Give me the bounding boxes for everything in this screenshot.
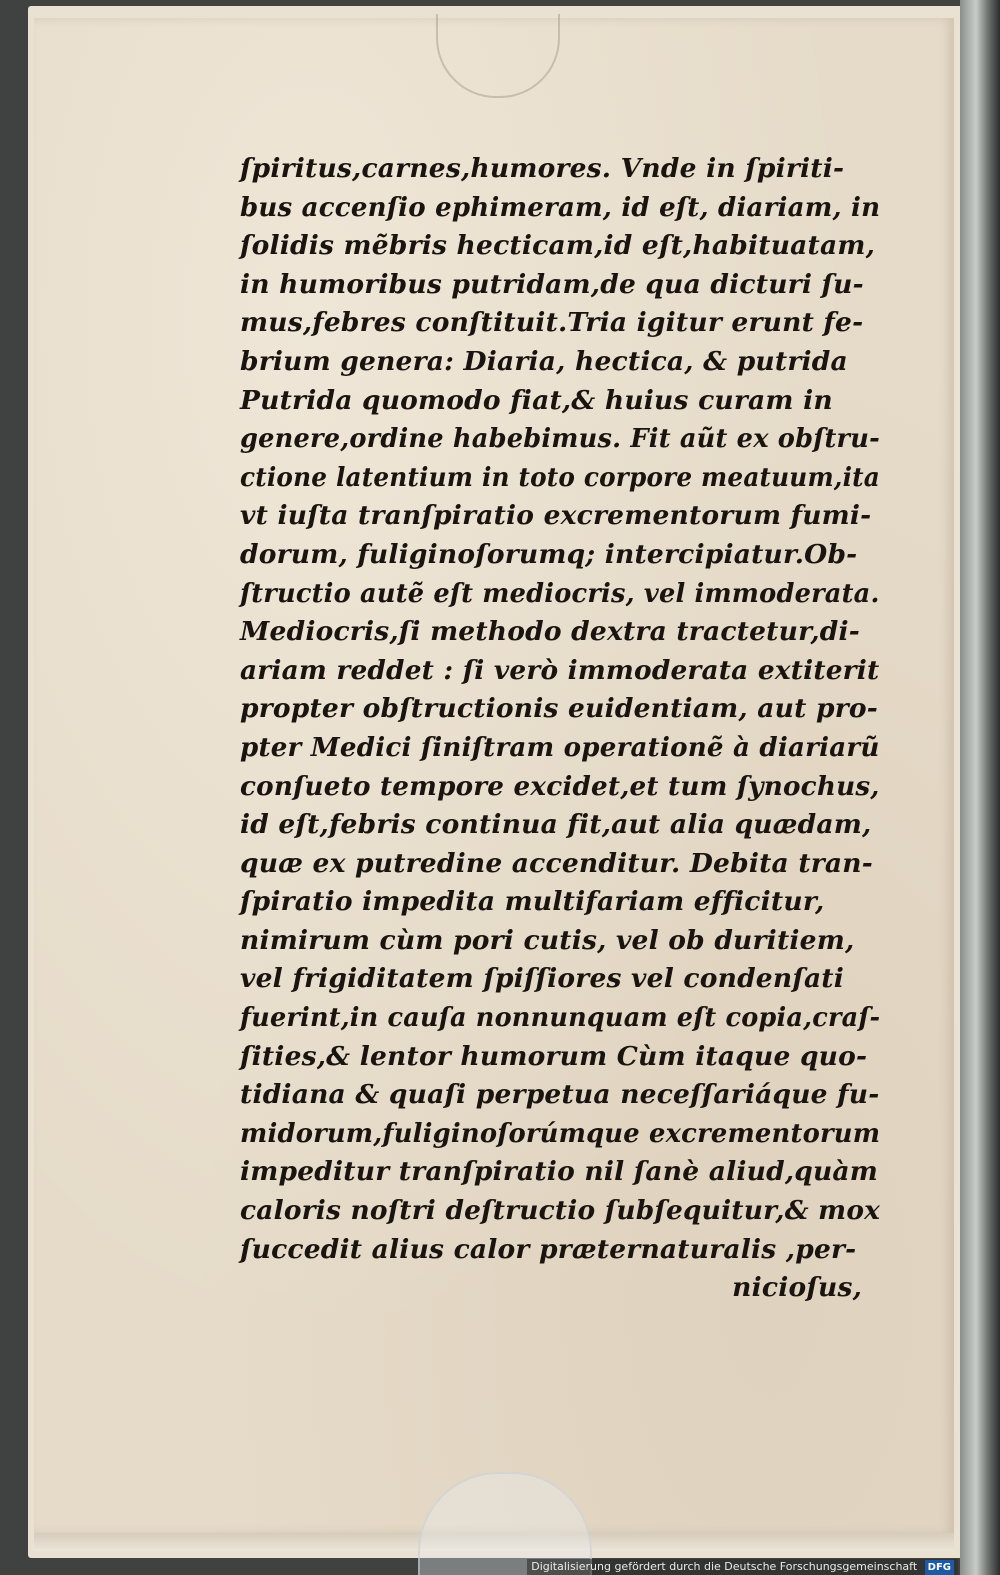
text-line: in humoribus putridam,de qua dicturi ſu- xyxy=(240,268,864,300)
text-line: mus,febres conſtituit.Tria igitur erunt fe- xyxy=(240,307,864,339)
dfg-logo: DFG xyxy=(925,1560,954,1575)
text-line: ſpiratio impedita multifariam efficitur, xyxy=(240,886,825,918)
text-line: ſities,& lentor humorum Cùm itaque quo- xyxy=(240,1040,868,1072)
text-line: midorum,fuliginoſorúmque excrementorum xyxy=(240,1117,881,1149)
text-line: Mediocris,ſi methodo dextra tractetur,di- xyxy=(240,616,860,648)
text-line: genere,ordine habebimus. Fit aũt ex obſtru- xyxy=(240,423,880,455)
text-line: fuerint,in cauſa nonnunquam eſt copia,craſ- xyxy=(240,1002,881,1034)
text-line: bus accenſio ephimeram, id eſt, diariam, in xyxy=(240,191,881,223)
text-line: caloris noſtri deſtructio ſubſequitur,& mox xyxy=(240,1195,881,1227)
text-line: vel frigiditatem ſpiſſiores vel condenſati xyxy=(240,963,845,995)
text-line: quæ ex putredine accenditur. Debita tran- xyxy=(240,847,873,879)
text-line: ariam reddet : ſi verò immoderata extiterit xyxy=(240,654,880,686)
catchword: nicioſus, xyxy=(732,1272,862,1304)
text-line: ctione latentium in toto corpore meatuum,ita xyxy=(240,461,880,493)
text-line: nimirum cùm pori cutis, vel ob duritiem, xyxy=(240,924,855,956)
credit-text: Digitalisierung gefördert durch die Deutsche Forschungsgemeinschaft xyxy=(531,1560,918,1573)
text-line: vt iuſta tranſpiratio excrementorum fumi- xyxy=(240,500,872,532)
text-line: Putrida quomodo fiat,& huius curam in xyxy=(240,384,833,416)
page-fore-edge xyxy=(960,0,1000,1575)
text-line: pter Medici ſiniſtram operationẽ à diariarũ xyxy=(240,731,880,763)
text-line: ſtructio autẽ eſt mediocris, vel immoderata. xyxy=(240,577,880,609)
text-line: ſpiritus,carnes,humores. Vnde in ſpiriti- xyxy=(240,153,845,184)
text-line: brium genera: Diaria, hectica, & putrida xyxy=(240,345,848,377)
text-line: ſuccedit alius calor præternaturalis ,per- xyxy=(240,1233,857,1265)
page-text xyxy=(240,150,880,1308)
text-line: conſueto tempore excidet,et tum ſynochus, xyxy=(240,770,880,802)
digitization-credit xyxy=(527,1559,958,1575)
text-line: dorum, fuliginoſorumq; intercipiatur.Ob- xyxy=(240,538,858,570)
text-line: ſolidis mẽbris hecticam,id eſt,habituatam, xyxy=(240,230,876,262)
text-line: id eſt,febris continua fit,aut alia quædam, xyxy=(240,809,872,841)
text-line: propter obſtructionis euidentiam, aut pro- xyxy=(240,693,878,725)
text-line: tidiana & quaſi perpetua neceſſariáque fu- xyxy=(240,1079,880,1111)
text-line: impeditur tranſpiratio nil ſanè aliud,quàm xyxy=(240,1156,879,1188)
